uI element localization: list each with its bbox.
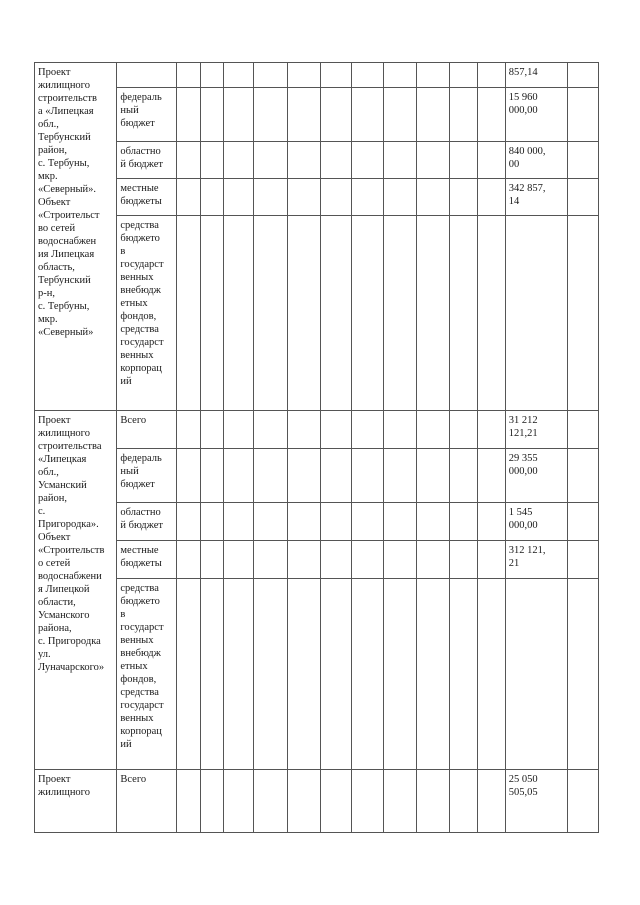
empty-cell: [567, 142, 598, 179]
empty-cell: [567, 411, 598, 449]
empty-cell: [383, 770, 416, 833]
table-row: [35, 63, 599, 88]
budget-table: [34, 62, 599, 833]
empty-cell: [383, 503, 416, 541]
empty-cell: [287, 216, 320, 411]
empty-cell: [287, 541, 320, 579]
empty-cell: [200, 579, 224, 770]
empty-cell: [351, 216, 383, 411]
empty-cell: [567, 503, 598, 541]
empty-cell: [450, 503, 478, 541]
funding-source-cell: средства бюджето в государст венных внебюдж етных фондов, средства государст венных корпорац ий: [117, 216, 177, 411]
empty-cell: [351, 770, 383, 833]
empty-cell: [351, 142, 383, 179]
empty-cell: [320, 541, 351, 579]
empty-cell: [177, 216, 201, 411]
table-row: [35, 411, 599, 449]
empty-cell: [287, 579, 320, 770]
empty-cell: [450, 142, 478, 179]
empty-cell: [254, 541, 287, 579]
empty-cell: [177, 142, 201, 179]
empty-cell: [224, 179, 254, 216]
amount-cell: 29 355 000,00: [505, 449, 567, 503]
empty-cell: [287, 88, 320, 142]
empty-cell: [477, 142, 505, 179]
table-row: [35, 770, 599, 833]
empty-cell: [320, 142, 351, 179]
empty-cell: [383, 142, 416, 179]
empty-cell: [320, 88, 351, 142]
empty-cell: [416, 503, 449, 541]
empty-cell: [177, 179, 201, 216]
funding-source-cell: областно й бюджет: [117, 503, 177, 541]
empty-cell: [200, 449, 224, 503]
funding-source-cell: [117, 63, 177, 88]
empty-cell: [450, 770, 478, 833]
empty-cell: [477, 579, 505, 770]
amount-cell: 31 212 121,21: [505, 411, 567, 449]
empty-cell: [567, 88, 598, 142]
funding-source-cell: местные бюджеты: [117, 179, 177, 216]
table-row: [35, 179, 599, 216]
empty-cell: [287, 449, 320, 503]
funding-source-cell: средства бюджето в государст венных внебюдж етных фондов, средства государст венных корпорац ий: [117, 579, 177, 770]
empty-cell: [200, 63, 224, 88]
empty-cell: [567, 179, 598, 216]
funding-source-cell: Всего: [117, 770, 177, 833]
empty-cell: [254, 216, 287, 411]
empty-cell: [287, 411, 320, 449]
empty-cell: [416, 179, 449, 216]
empty-cell: [383, 88, 416, 142]
amount-cell: [505, 216, 567, 411]
empty-cell: [320, 770, 351, 833]
empty-cell: [383, 179, 416, 216]
amount-cell: 15 960 000,00: [505, 88, 567, 142]
empty-cell: [254, 88, 287, 142]
empty-cell: [416, 411, 449, 449]
table-row: [35, 216, 599, 411]
empty-cell: [224, 216, 254, 411]
empty-cell: [224, 449, 254, 503]
empty-cell: [254, 179, 287, 216]
empty-cell: [177, 503, 201, 541]
empty-cell: [224, 541, 254, 579]
empty-cell: [351, 411, 383, 449]
empty-cell: [224, 142, 254, 179]
empty-cell: [477, 63, 505, 88]
table-row: [35, 579, 599, 770]
empty-cell: [450, 63, 478, 88]
empty-cell: [477, 88, 505, 142]
amount-cell: 1 545 000,00: [505, 503, 567, 541]
empty-cell: [416, 216, 449, 411]
empty-cell: [287, 179, 320, 216]
empty-cell: [200, 503, 224, 541]
empty-cell: [351, 449, 383, 503]
empty-cell: [224, 88, 254, 142]
empty-cell: [254, 142, 287, 179]
empty-cell: [450, 179, 478, 216]
table-row: [35, 449, 599, 503]
empty-cell: [416, 63, 449, 88]
empty-cell: [416, 770, 449, 833]
table-row: [35, 142, 599, 179]
project-name-cell: Проект жилищного строительств а «Липецкая обл., Тербунский район, с. Тербуны, мкр. «Северный». Объект «Строительст во сетей водоснабжен ия Липецкая область, Тербунский р-н, с. Тербуны, мкр. «Северный»: [35, 63, 117, 411]
empty-cell: [477, 216, 505, 411]
empty-cell: [287, 770, 320, 833]
empty-cell: [320, 411, 351, 449]
empty-cell: [224, 411, 254, 449]
funding-source-cell: федераль ный бюджет: [117, 449, 177, 503]
funding-source-cell: областно й бюджет: [117, 142, 177, 179]
empty-cell: [254, 770, 287, 833]
project-name-cell: Проект жилищного строительства «Липецкая обл., Усманский район, с. Пригородка». Объект «Строительств о сетей водоснабжени я Липецкой области, Усманского района, с. Пригородка ул. Луначарского»: [35, 411, 117, 770]
empty-cell: [200, 541, 224, 579]
table-row: [35, 88, 599, 142]
empty-cell: [177, 770, 201, 833]
empty-cell: [477, 770, 505, 833]
empty-cell: [351, 63, 383, 88]
table-row: [35, 541, 599, 579]
empty-cell: [177, 449, 201, 503]
empty-cell: [567, 216, 598, 411]
empty-cell: [320, 503, 351, 541]
amount-cell: 342 857, 14: [505, 179, 567, 216]
empty-cell: [416, 449, 449, 503]
empty-cell: [477, 411, 505, 449]
empty-cell: [450, 216, 478, 411]
empty-cell: [477, 179, 505, 216]
empty-cell: [177, 411, 201, 449]
empty-cell: [200, 142, 224, 179]
empty-cell: [224, 770, 254, 833]
empty-cell: [254, 411, 287, 449]
funding-source-cell: Всего: [117, 411, 177, 449]
empty-cell: [450, 579, 478, 770]
empty-cell: [224, 63, 254, 88]
empty-cell: [567, 63, 598, 88]
empty-cell: [383, 216, 416, 411]
funding-source-cell: федераль ный бюджет: [117, 88, 177, 142]
empty-cell: [177, 88, 201, 142]
empty-cell: [416, 541, 449, 579]
empty-cell: [567, 541, 598, 579]
amount-cell: 857,14: [505, 63, 567, 88]
empty-cell: [254, 449, 287, 503]
empty-cell: [450, 411, 478, 449]
empty-cell: [383, 449, 416, 503]
empty-cell: [320, 449, 351, 503]
empty-cell: [383, 579, 416, 770]
amount-cell: 312 121, 21: [505, 541, 567, 579]
empty-cell: [477, 541, 505, 579]
empty-cell: [177, 63, 201, 88]
empty-cell: [477, 503, 505, 541]
empty-cell: [351, 579, 383, 770]
empty-cell: [287, 503, 320, 541]
empty-cell: [200, 770, 224, 833]
empty-cell: [200, 216, 224, 411]
empty-cell: [224, 579, 254, 770]
empty-cell: [351, 541, 383, 579]
empty-cell: [477, 449, 505, 503]
empty-cell: [450, 449, 478, 503]
amount-cell: [505, 579, 567, 770]
empty-cell: [254, 63, 287, 88]
empty-cell: [416, 579, 449, 770]
empty-cell: [383, 411, 416, 449]
empty-cell: [320, 216, 351, 411]
empty-cell: [450, 541, 478, 579]
table-row: [35, 503, 599, 541]
empty-cell: [200, 179, 224, 216]
empty-cell: [416, 88, 449, 142]
empty-cell: [177, 579, 201, 770]
empty-cell: [287, 142, 320, 179]
empty-cell: [351, 88, 383, 142]
project-name-cell: Проект жилищного: [35, 770, 117, 833]
empty-cell: [450, 88, 478, 142]
empty-cell: [320, 179, 351, 216]
empty-cell: [287, 63, 320, 88]
empty-cell: [383, 63, 416, 88]
amount-cell: 840 000, 00: [505, 142, 567, 179]
empty-cell: [200, 411, 224, 449]
empty-cell: [351, 503, 383, 541]
empty-cell: [200, 88, 224, 142]
empty-cell: [177, 541, 201, 579]
empty-cell: [320, 63, 351, 88]
empty-cell: [254, 503, 287, 541]
empty-cell: [416, 142, 449, 179]
empty-cell: [224, 503, 254, 541]
empty-cell: [383, 541, 416, 579]
amount-cell: 25 050 505,05: [505, 770, 567, 833]
empty-cell: [567, 770, 598, 833]
empty-cell: [567, 449, 598, 503]
empty-cell: [320, 579, 351, 770]
empty-cell: [351, 179, 383, 216]
empty-cell: [254, 579, 287, 770]
funding-source-cell: местные бюджеты: [117, 541, 177, 579]
empty-cell: [567, 579, 598, 770]
